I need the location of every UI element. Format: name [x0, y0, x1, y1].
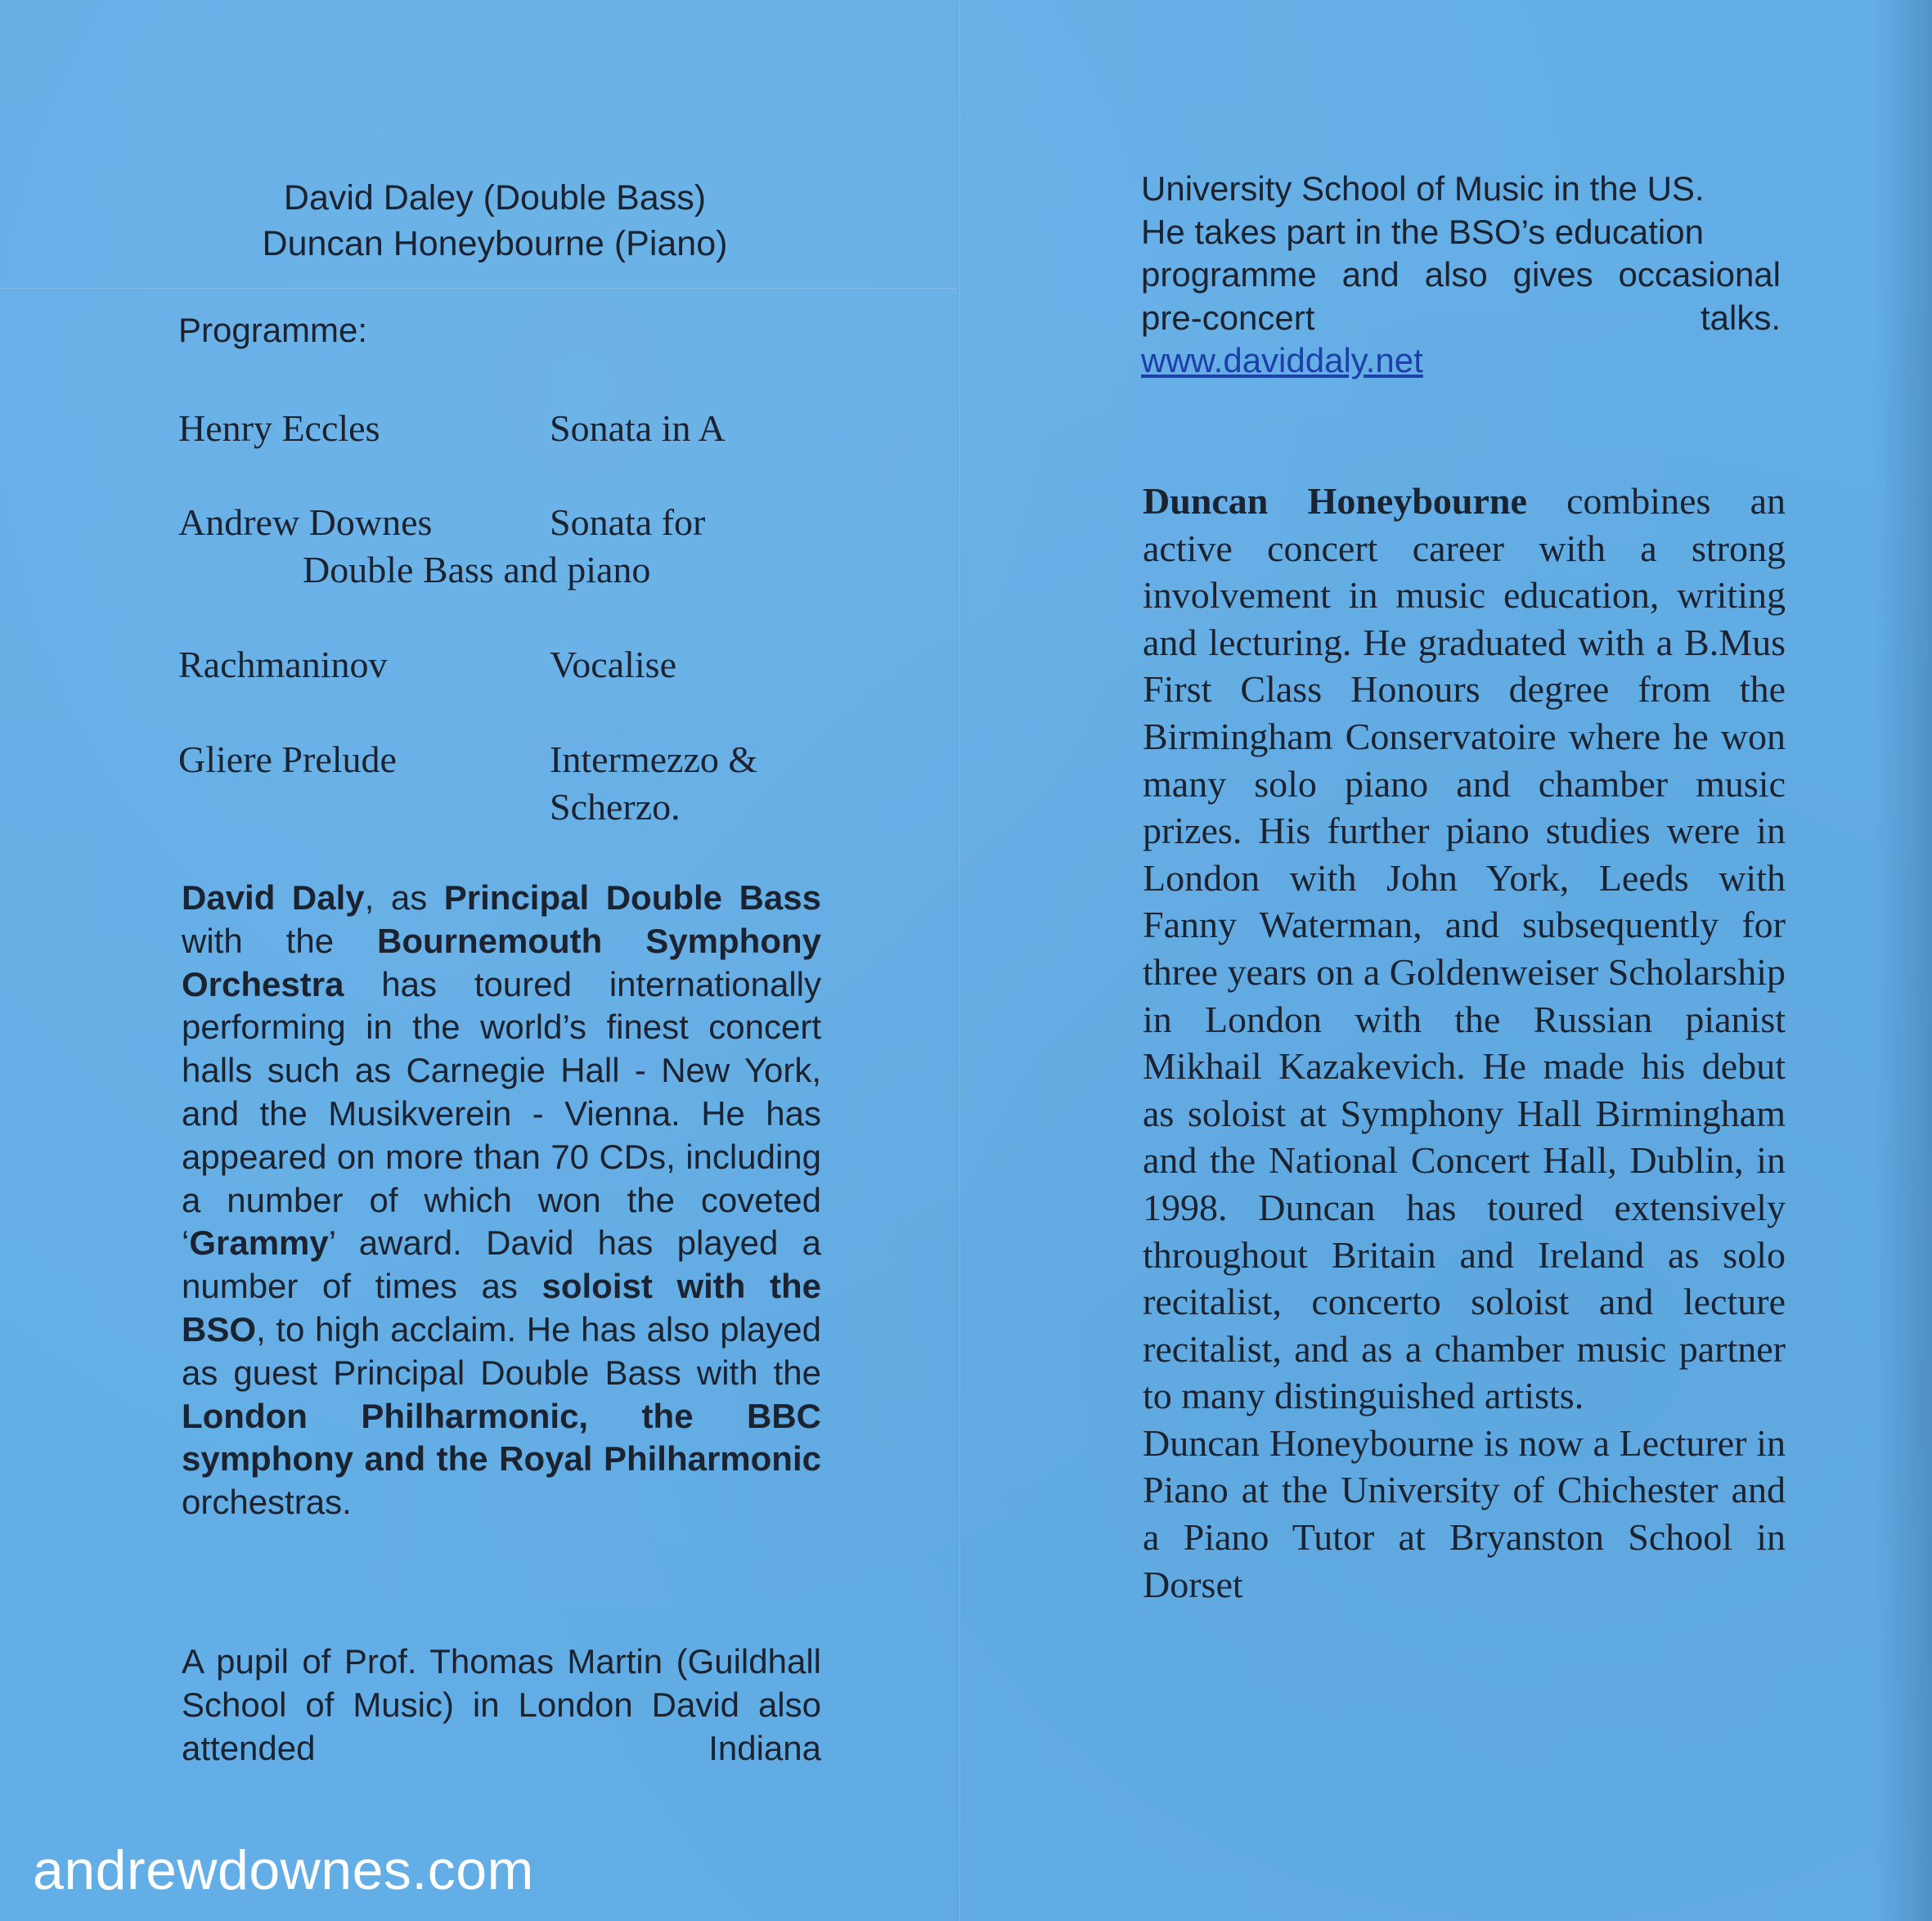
programme-composer: Rachmaninov — [178, 644, 388, 685]
david-daly-bio-continued — [1141, 168, 1781, 383]
bio-bold: Grammy — [189, 1223, 329, 1263]
bio-text: combines an active concert career with a strong involvement in music education, writing and lecturing. He graduated with a B.Mus First Class Honours degree from the Birmingham Conservatoire where he won many solo piano and chamber music prizes. His further piano studies were in London with John York, Leeds with Fanny Waterman, and subsequently for three years on a Goldenweiser Scholarship in London with the Russian pianist Mikhail Kazakevich. He made his debut as soloist at Symphony Hall Birmingham and the National Concert Hall, Dublin, in 1998. Duncan has toured extensively throughout Britain and Ireland as solo recitalist, concerto soloist and lecture recitalist, and as a chamber music partner to many distinguished artists. — [1143, 480, 1786, 1417]
programme-label: Programme: — [178, 311, 368, 349]
programme-composer: Andrew Downes — [178, 501, 433, 543]
programme-composer: Gliere Prelude — [178, 738, 397, 780]
bio-text: orchestras. — [182, 1483, 352, 1522]
bio-text: ’ award. David has played a number of times as — [182, 1223, 821, 1306]
bio-bold: Bournemouth Symphony Orchestra — [182, 921, 821, 1003]
paper-edge-shadow — [1875, 0, 1932, 1921]
bio-bold-name: Duncan Honeybourne — [1143, 480, 1527, 522]
bio-paragraph — [1143, 478, 1786, 1420]
duncan-honeybourne-bio — [1143, 478, 1786, 1608]
programme-work: Vocalise — [550, 644, 677, 685]
bio-line: He takes part in the BSO’s education — [1141, 212, 1704, 251]
programme-work-continued: Scherzo. — [550, 786, 681, 828]
bio-bold: soloist with the BSO — [182, 1267, 822, 1349]
bio-text: , to high acclaim. He has also played as guest Principal Double Bass with the — [182, 1309, 821, 1392]
center-fold — [957, 0, 962, 1921]
programme-work: Sonata in A — [550, 407, 726, 449]
bio-bold-name: David Daly — [182, 878, 365, 917]
watermark: andrewdownes.com — [33, 1839, 534, 1901]
programme-work-continued: Double Bass and piano — [303, 549, 651, 590]
bio-bold: London Philharmonic, the BBC symphony and the Royal Philharmonic — [182, 1396, 821, 1479]
performer-line-bass: David Daley (Double Bass) — [283, 178, 707, 218]
concert-performers-heading — [180, 175, 810, 267]
paper-crease — [0, 288, 957, 290]
performer-line-piano: Duncan Honeybourne (Piano) — [262, 224, 728, 263]
bio-text: with the — [182, 921, 378, 960]
programme-work: Sonata for — [550, 501, 706, 543]
bio-line: programme and also gives occasional — [1141, 255, 1781, 294]
bio-text: , as — [364, 878, 444, 917]
programme-work: Intermezzo & — [550, 738, 758, 780]
bio-text: has toured internationally performing in the world’s finest concert halls such as Carnegie Hall - New York, and the Musikverein - Vienna. He has appeared on more than 70 CDs, including a number of which won the coveted ‘ — [182, 964, 821, 1263]
programme-composer: Henry Eccles — [178, 407, 380, 449]
david-daly-bio-para2: A pupil of Prof. Thomas Martin (Guildhall School of Music) in London David also attended Indiana — [182, 1642, 821, 1767]
bio-line: University School of Music in the US. — [1141, 169, 1705, 208]
website-link[interactable]: www.daviddaly.net — [1141, 341, 1423, 379]
bio-line: pre-concert talks. — [1141, 298, 1781, 337]
bio-bold: Principal Double Bass — [443, 878, 821, 917]
david-daly-bio — [182, 877, 821, 1524]
bio-paragraph: Duncan Honeybourne is now a Lecturer in Piano at the University of Chichester and a Piano Tutor at Bryanston School in Dorset — [1143, 1421, 1786, 1605]
